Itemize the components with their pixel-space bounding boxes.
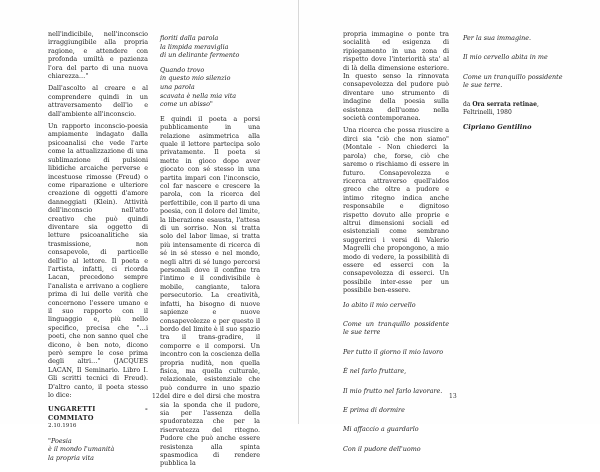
poem-line: "Poesia xyxy=(48,436,72,445)
poem-line: Come un tranquillo possidente le sue terre. xyxy=(463,72,563,90)
poem-excerpt xyxy=(160,34,260,60)
left-column-1 xyxy=(48,30,148,468)
poem-line: come un abisso" xyxy=(160,100,213,109)
right-page xyxy=(299,0,600,453)
poem-line: E prima di dormire xyxy=(343,406,405,415)
poem-line: Come un tranquillo possidente le sue terre xyxy=(343,320,449,337)
poem-line: Quando trovo xyxy=(160,65,205,74)
paragraph: propria immagine o ponte tra socialità ed esigenza di ripiegamento in una zona di rispetto dove l'interiorità sta' al di là della dimensione esteriore. In questo senso la rinnovata consapevolezza del pudore può diventare uno strumento di indagine della poesia sulla esistenza dell'uomo nella società contemporanea. xyxy=(343,30,449,123)
left-column-2 xyxy=(160,34,260,472)
paragraph: Un rapporto inconscio-poesia ampiamente indagato dalla psicoanalisi che vede l'arte come la attualizzazione di una sublimazione di pulsioni libidiche arcaiche perverse e incestuose rimosse (Freud) o come riparazione e ulteriore creazione di oggetti d'amore danneggiati (Klein). Attività dell'inconscio nell'atto creativo che può quindi diventare sia oggetto di letture psicoanalitiche sia trasmissione, non consapevole, di particelle dell'io al lettore. Il poeta e l'artista, infatti, ci ricorda Lacan, precedono sempre l'analista e arrivano a cogliere prima di lui delle verità che concernono l'essere umano e il suo rapporto con il linguaggio e, più nello specifico, precisa che "…i poeti, che non sanno quel che dicono, è ben noto, dicono però sempre le cose prima degli altri…" (JACQUES LACAN, Il Seminario. Libro I. Gli scritti tecnici di Freud). D'altro canto, il poeta stesso lo dice: xyxy=(48,122,148,400)
source-publisher: , Feltrinelli, 1980 xyxy=(463,100,539,117)
poem-line: scavata è nella mia vita xyxy=(160,91,237,100)
left-page xyxy=(0,0,299,468)
poem-excerpt xyxy=(160,66,260,109)
source-citation xyxy=(463,101,563,118)
author-signature: Cipriano Gentilino xyxy=(463,123,532,132)
poem-line: è il mondo l'umanità xyxy=(48,445,115,454)
paragraph: Una ricerca che possa riuscire a dirci sia "ciò che non siamo" (Montale - Non chiederci la parola) che, forse, ciò che saremo o rischiamo di essere in futuro. Consapevolezza e ricerca attraverso quell'aidos greco che oltre a pudore e intimo ritegno indica anche responsabile e dignitoso rispetto dovuto alle proprie e altrui dimensioni sociali ed esistenziali come sembrano suggerirci i versi di Valerio Magrelli che propongono, a mio modo di vedere, la possibilità di essere ed esserci con la consapevolezza di esserci. Un possibile inter-esse per un possibile ben-essere. xyxy=(343,126,449,295)
poem-line: di un delirante fermento xyxy=(160,51,240,60)
poem-line: Il mio frutto nel farlo lavorare. xyxy=(343,386,443,395)
poem-line: la propria vita xyxy=(48,453,94,462)
paragraph: Dall'ascolto al creare e al comprendere quindi in un attraversamento dell'io e dall'ambiente all'inconscio. xyxy=(48,84,148,118)
poem-line: in questo mio silenzio xyxy=(160,74,231,83)
right-column-1 xyxy=(343,30,449,453)
poem-line: Io abito il mio cervello xyxy=(343,300,416,309)
page-number: 12 xyxy=(152,393,160,400)
poem-line: la limpida meraviglia xyxy=(160,42,229,51)
poem-line: È nel farlo fruttare, xyxy=(343,367,407,376)
poem-line: Il mio cervello abita in me xyxy=(463,53,548,62)
poem-excerpt xyxy=(48,437,148,463)
poem-date: 2.10.1916 xyxy=(48,423,77,430)
poem-line: Mi affaccio a guardarlo xyxy=(343,425,419,434)
poem-line: fioriti dalla parola xyxy=(160,34,219,42)
paragraph: E quindi il poeta a porsi pubblicamente in una relazione asimmetrica alla quale il lettore partecipa solo privatamente. Il poeta si mette in gioco dopo aver giocato con sé stesso in una partita impari con l'inconscio, col far nascere e crescere la parola, con la ricerca del perfettibile, con il parto di una poesia, con il dolore del limite, la liberazione esausta, l'attesa di un sorriso. Non si tratta solo del labor limae, si tratta più intensamente di ricerca di sé in sé stesso e nel mondo, negli altri di sé lungo percorsi personali dove il confine tra l'intimo e il condivisibile è mobile, cangiante, talora persecutorio. La creatività, infatti, ha bisogno di nuove sapienze e nuove consapevolezze e per questo il bordo del limite è il suo spazio tra il trans-gradire, il comporre e il comporsi. Un incontro con la coscienza della propria nudità, non quella fisica, ma quella culturale, relazionale, esistenziale che può condurre in uno spazio del dire e del dirsi che mostra sia la sponda che il pudore, sia per l'assenza della spudoratezza che per la riservatezza del ritegno. Pudore che può anche essere resistenza alla spinta spasmodica di rendere pubblica la xyxy=(160,114,260,468)
poem-line: una parola xyxy=(160,82,195,91)
source-prefix: da xyxy=(463,100,473,108)
poem-line: Per tutto il giorno il mio lavoro xyxy=(343,347,444,356)
poem-line: Per la sua immagine. xyxy=(463,34,532,42)
paragraph: nell'indicibile, nell'inconscio irraggiungibile alla propria ragione, e attendere con profonda umiltà e pazienza l'ora del parto di una nuova chiarezza…" xyxy=(48,30,148,81)
poem-heading: UNGARETTI - COMMIATO xyxy=(48,405,148,422)
source-title: Ora serrata retinae xyxy=(472,100,537,108)
page-number: 13 xyxy=(449,393,457,400)
poem-excerpt xyxy=(343,301,449,454)
poem-line: Con il pudore dell'uomo xyxy=(343,444,421,453)
right-column-2 xyxy=(463,34,563,132)
